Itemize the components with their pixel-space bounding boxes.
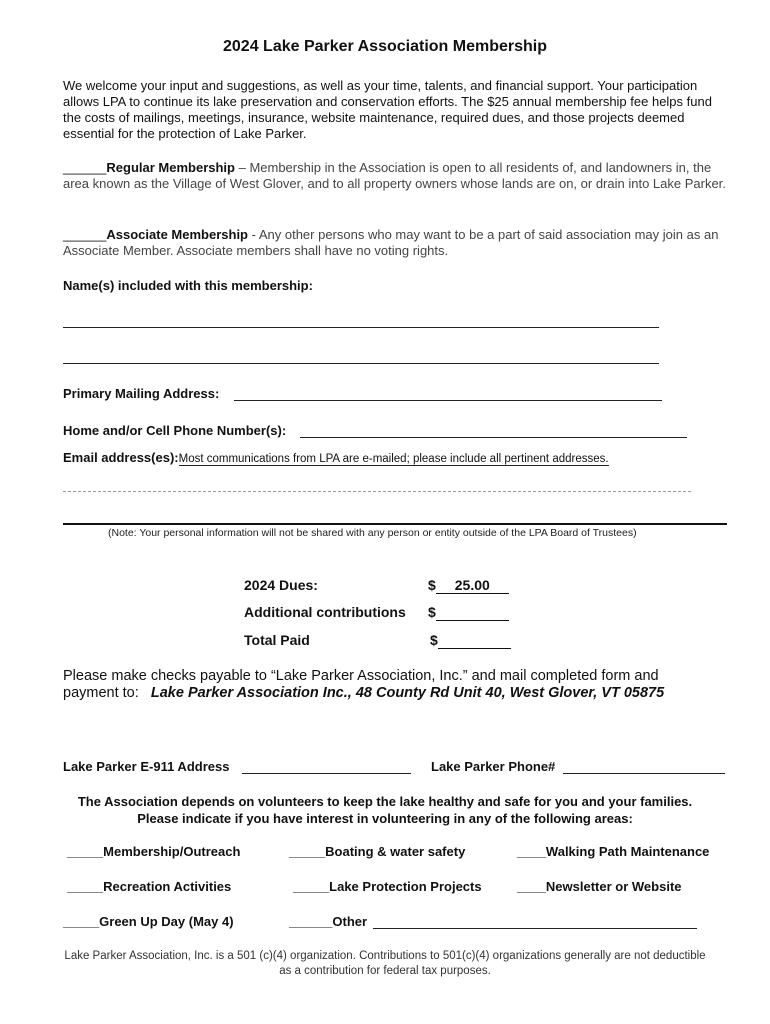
phone-label: Home and/or Cell Phone Number(s):	[63, 423, 287, 438]
additional-contributions-value	[428, 604, 509, 621]
names-input-line-1[interactable]	[63, 327, 659, 328]
privacy-note: (Note: Your personal information will not be shared with any person or entity outside of the LPA Board of Trustees)	[108, 527, 637, 539]
volunteer-newsletter-website[interactable]: ____Newsletter or Website	[517, 879, 682, 894]
volunteer-intro-line2: Please indicate if you have interest in volunteering in any of the following areas:	[137, 811, 633, 826]
volunteer-intro-line1: The Association depends on volunteers to keep the lake healthy and safe for you and your families.	[77, 794, 693, 809]
payment-instructions-line2	[63, 685, 664, 701]
associate-membership-text: - Any other persons who may want to be a part of said association may join as an Associate Member. Associate members shall have no voting rights.	[63, 227, 719, 258]
associate-membership-option[interactable]	[63, 227, 728, 259]
section-divider	[63, 523, 727, 525]
lake-phone-label: Lake Parker Phone#	[431, 759, 556, 774]
volunteer-other[interactable]: ______Other	[289, 914, 368, 929]
phone-input[interactable]	[300, 437, 687, 438]
dues-value	[428, 577, 509, 594]
mailing-address-input[interactable]	[234, 400, 662, 401]
regular-membership-blank: ______	[63, 160, 107, 175]
regular-membership-text: – Membership in the Association is open to all residents of, and landowners in, the area known as the Village of West Glover, and to all property owners whose lands are on, or drain into Lake Parker.	[63, 160, 726, 191]
email-hint: Most communications from LPA are e-mailed; please include all pertinent addresses.	[178, 453, 609, 465]
email-label: Email address(es):	[63, 450, 179, 465]
payment-instructions-line1: Please make checks payable to “Lake Parker Association, Inc.” and mail completed form and	[63, 668, 659, 684]
additional-contributions-label: Additional contributions	[244, 604, 406, 620]
page-title: 2024 Lake Parker Association Membership	[223, 38, 547, 55]
lake-phone-input[interactable]	[563, 773, 725, 774]
mailing-address-label: Primary Mailing Address:	[63, 386, 220, 401]
additional-currency: $	[428, 604, 436, 620]
dues-amount: 25.00	[436, 577, 509, 594]
volunteer-walking-path[interactable]: ____Walking Path Maintenance	[517, 844, 710, 859]
volunteer-green-up-day[interactable]: _____Green Up Day (May 4)	[63, 914, 234, 929]
associate-membership-label: Associate Membership	[106, 227, 248, 242]
names-label: Name(s) included with this membership:	[63, 278, 313, 293]
payment-prefix: payment to:	[63, 685, 139, 701]
e911-input[interactable]	[242, 773, 411, 774]
volunteer-other-input[interactable]	[373, 928, 697, 929]
total-paid-value	[430, 632, 511, 649]
total-currency: $	[430, 632, 438, 648]
total-paid-input[interactable]	[438, 632, 511, 649]
email-input[interactable]	[63, 491, 691, 492]
dues-currency: $	[428, 577, 436, 593]
intro-paragraph: We welcome your input and suggestions, as well as your time, talents, and financial support. Your participation allows LPA to continue its lake preservation and conservation efforts. The $25 annual membership fee helps fund the costs of mailings, meetings, insurance, website maintenance, required dues, and those projects deemed essential for the protection of Lake Parker.	[63, 78, 712, 141]
regular-membership-label: Regular Membership	[106, 160, 235, 175]
total-paid-label: Total Paid	[244, 632, 310, 648]
names-input-line-2[interactable]	[63, 363, 659, 364]
additional-contributions-input[interactable]	[436, 604, 509, 621]
volunteer-membership-outreach[interactable]: _____Membership/Outreach	[67, 844, 241, 859]
email-row	[63, 450, 609, 465]
volunteer-lake-protection[interactable]: _____Lake Protection Projects	[293, 879, 482, 894]
tax-disclaimer: Lake Parker Association, Inc. is a 501 (c)(4) organization. Contributions to 501(c)(4) organizations generally are not deductible as a contribution for federal tax purposes.	[64, 950, 706, 977]
associate-membership-blank: ______	[63, 227, 107, 242]
regular-membership-option[interactable]	[63, 160, 728, 192]
volunteer-recreation[interactable]: _____Recreation Activities	[67, 879, 232, 894]
mailing-address: Lake Parker Association Inc., 48 County Rd Unit 40, West Glover, VT 05875	[150, 685, 665, 701]
dues-label: 2024 Dues:	[244, 577, 318, 593]
volunteer-boating-safety[interactable]: _____Boating & water safety	[289, 844, 466, 859]
e911-label: Lake Parker E-911 Address	[63, 759, 230, 774]
